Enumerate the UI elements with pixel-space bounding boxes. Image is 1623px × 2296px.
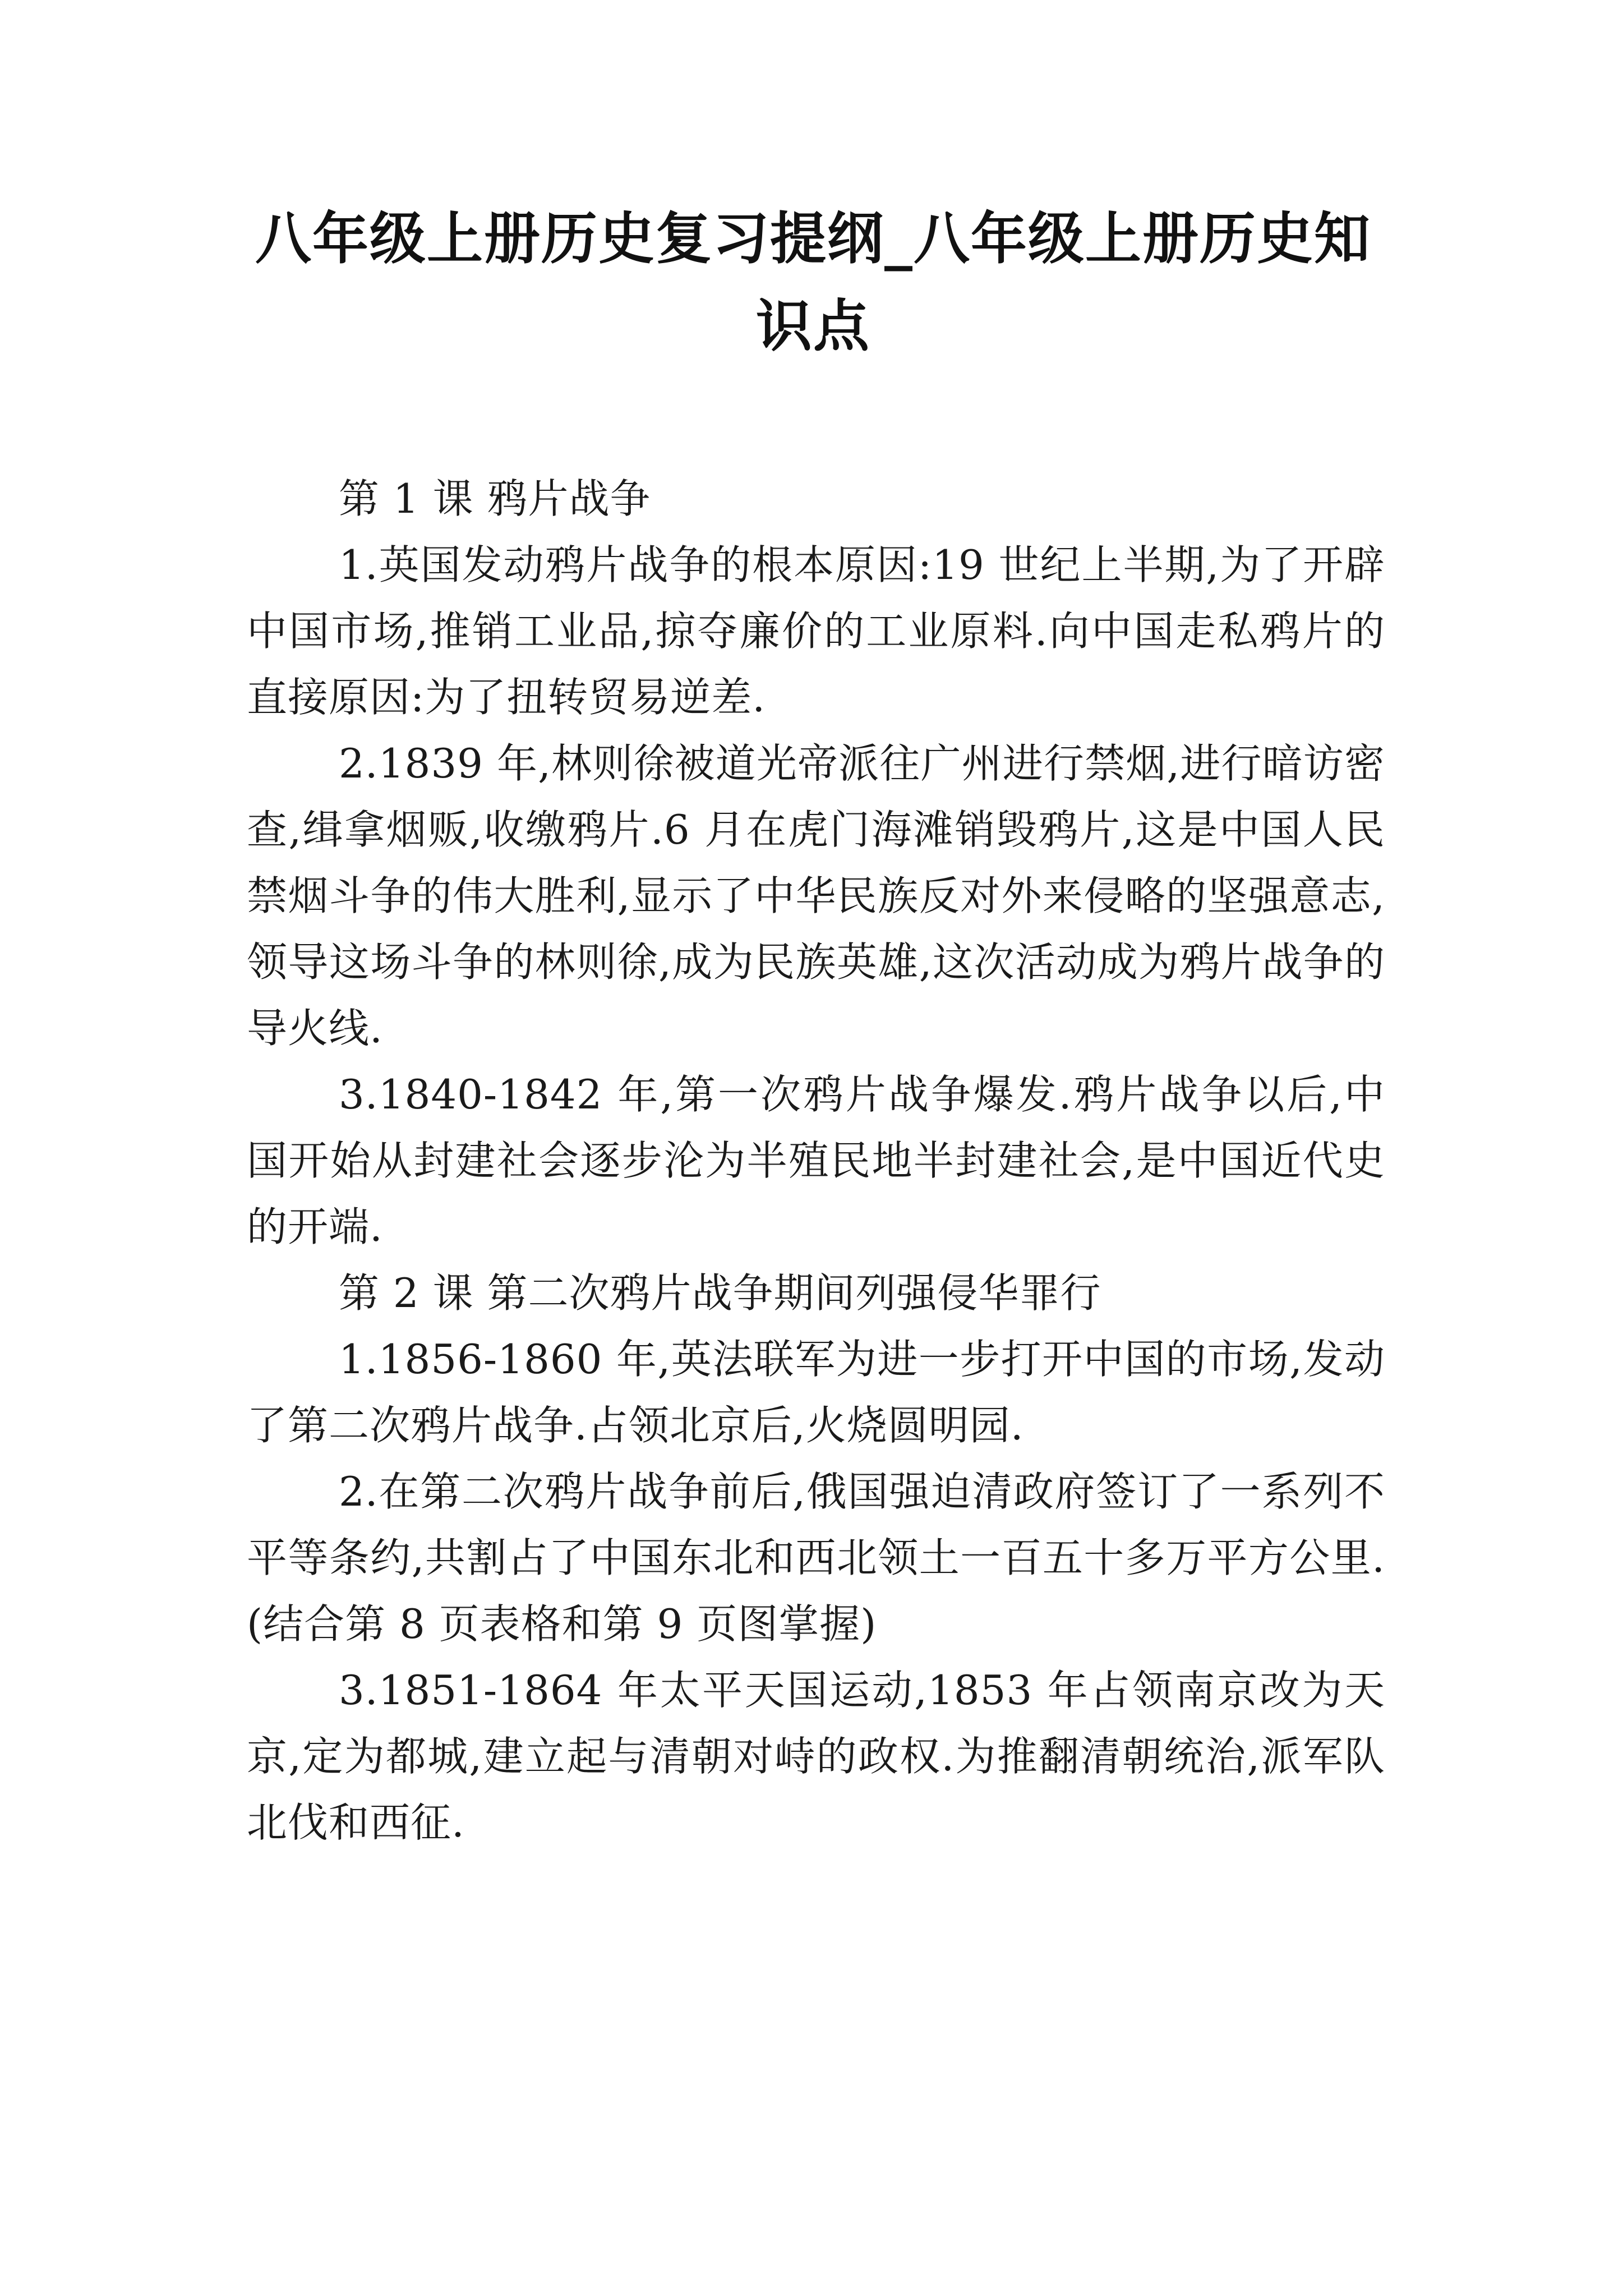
lesson-2-heading: 第 2 课 第二次鸦片战争期间列强侵华罪行 bbox=[339, 1269, 1101, 1317]
lesson-1-heading: 第 1 课 鸦片战争 bbox=[339, 475, 651, 522]
lesson-1-point-2: 2.1839 年,林则徐被道光帝派往广州进行禁烟,进行暗访密查,缉拿烟贩,收缴鸦片.6 月在虎门海滩销毁鸦片,这是中国人民禁烟斗争的伟大胜利,显示了中华民族反对外来侵略的坚强意志,领导这场斗争的林则徐,成为民族英雄,这次活动成为鸦片战争的导火线. bbox=[247, 740, 1385, 1052]
lesson-2-point-1: 1.1856-1860 年,英法联军为进一步打开中国的市场,发动了第二次鸦片战争.占领北京后,火烧圆明园. bbox=[247, 1336, 1385, 1449]
lesson-1-point-1: 1.英国发动鸦片战争的根本原因:19 世纪上半期,为了开辟中国市场,推销工业品,掠夺廉价的工业原料.向中国走私鸦片的直接原因:为了扭转贸易逆差. bbox=[247, 541, 1385, 721]
document-body bbox=[247, 466, 1385, 1856]
lesson-1-point-3: 3.1840-1842 年,第一次鸦片战争爆发.鸦片战争以后,中国开始从封建社会逐步沦为半殖民地半封建社会,是中国近代史的开端. bbox=[247, 1071, 1385, 1250]
lesson-2-point-3: 3.1851-1864 年太平天国运动,1853 年占领南京改为天京,定为都城,建立起与清朝对峙的政权.为推翻清朝统治,派军队北伐和西征. bbox=[247, 1667, 1385, 1846]
lesson-2-point-2: 2.在第二次鸦片战争前后,俄国强迫清政府签订了一系列不平等条约,共割占了中国东北和西北领土一百五十多万平方公里.(结合第 8 页表格和第 9 页图掌握) bbox=[247, 1468, 1385, 1648]
document-title: 八年级上册历史复习提纲_八年级上册历史知识点 bbox=[255, 206, 1371, 359]
